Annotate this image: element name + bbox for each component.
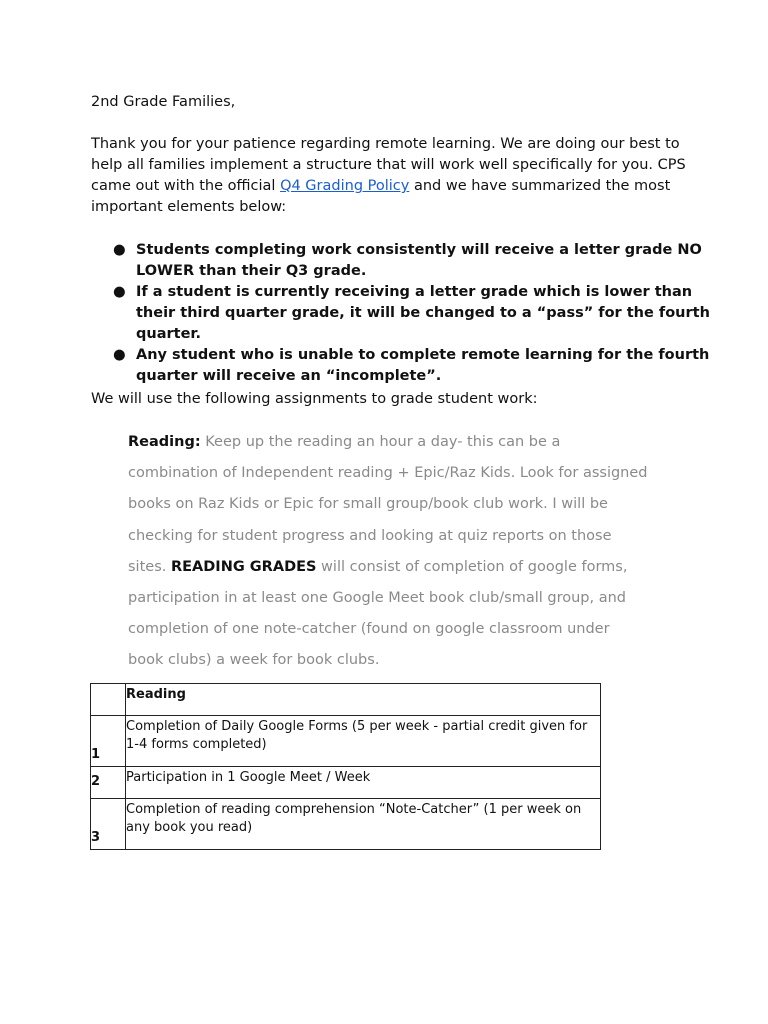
bullet-item (91, 345, 711, 387)
bullet-text: Any student who is unable to complete remote learning for the fourth quarter will receive an “incomplete”. (136, 347, 710, 384)
reading-text-part1: Keep up the reading an hour a day- this can be a combination of Independent reading + Epic/Raz Kids. Look for assigned books on Raz Kids or Epic for small group/book club work. I will be checking for student progress and looking at quiz reports on those sites. (128, 434, 648, 575)
q4-grading-policy-link[interactable]: Q4 Grading Policy (280, 178, 410, 194)
table-header-num-cell (91, 684, 126, 716)
intro-paragraph (91, 134, 691, 218)
bullet-dot-icon: ● (113, 284, 126, 300)
reading-grades-table (90, 683, 601, 850)
bullet-dot-icon: ● (113, 242, 126, 258)
table-header-cell: Reading (126, 684, 601, 716)
row-text: Completion of reading comprehension “Note-Catcher” (1 per week on any book you read) (126, 799, 601, 850)
reading-grades-emphasis: READING GRADES (170, 558, 317, 575)
assignments-intro: We will use the following assignments to grade student work: (91, 391, 538, 407)
reading-heading: Reading: (128, 434, 201, 450)
greeting: 2nd Grade Families, (91, 94, 236, 110)
intro-text-end: and we have summarized the most important elements below: (91, 178, 671, 215)
row-text: Participation in 1 Google Meet / Week (126, 767, 601, 799)
bullet-item (91, 282, 711, 345)
bullet-text: Students completing work consistently will receive a letter grade NO LOWER than their Q3 grade. (136, 242, 702, 279)
row-number: 1 (91, 716, 126, 767)
policy-bullet-list (91, 240, 711, 387)
intro-text-start: Thank you for your patience regarding remote learning. We are doing our best to help all families implement a structure that will work well specifically for you. CPS came out with the official (91, 136, 686, 194)
reading-text-part2: will consist of completion of google forms, participation in at least one Google Meet book club/small group, and completion of one note-catcher (found on google classroom under book clubs) a week for book clubs. (128, 558, 628, 669)
reading-paragraph (128, 427, 648, 677)
row-number: 2 (91, 767, 126, 799)
row-text: Completion of Daily Google Forms (5 per week - partial credit given for 1-4 forms completed) (126, 716, 601, 767)
bullet-text: If a student is currently receiving a letter grade which is lower than their third quarter grade, it will be changed to a “pass” for the fourth quarter. (136, 284, 710, 342)
table-row (91, 716, 601, 767)
row-number: 3 (91, 799, 126, 850)
table-row (91, 767, 601, 799)
table-header-row (91, 684, 601, 716)
table-row (91, 799, 601, 850)
bullet-item (91, 240, 711, 282)
bullet-dot-icon: ● (113, 347, 126, 363)
